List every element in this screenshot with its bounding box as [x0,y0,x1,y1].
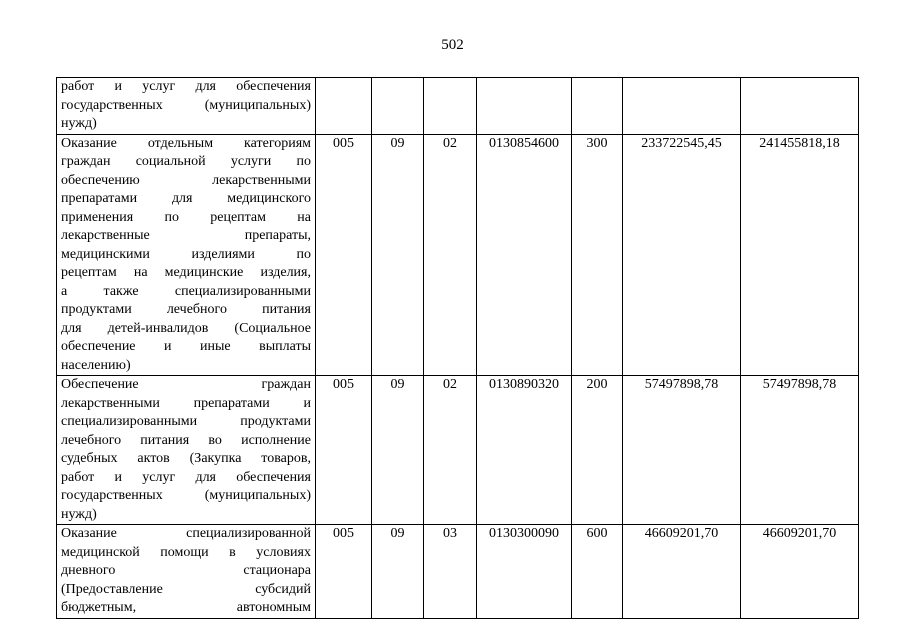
row-description [57,525,316,619]
description-line: нужд) [61,116,97,131]
description-line: Оказание специализированной [61,526,311,541]
target-article-code [477,78,572,135]
page-number: 502 [441,37,464,53]
expense-type-code: 200 [572,376,623,525]
description-line: работ и услуг для обеспечения [61,79,311,94]
amount-year-2: 57497898,78 [741,376,859,525]
subsection-code: 02 [424,134,477,376]
subsection-code: 02 [424,376,477,525]
row-description [57,376,316,525]
expense-type-code [572,78,623,135]
description-line: дневного стационара [61,563,311,578]
subsection-code [424,78,477,135]
row-description [57,78,316,135]
table-row [57,78,859,135]
description-line: медицинскими изделиями по [61,246,311,262]
amount-year-1: 233722545,45 [623,134,741,376]
description-line: Оказание отдельным категориям [61,135,311,151]
description-line: рецептам на медицинские изделия, [61,265,311,280]
description-line: лекарственные препараты, [61,228,311,243]
target-article-code: 0130854600 [477,134,572,376]
budget-table [56,77,859,619]
row-description [57,134,316,376]
description-line: населению) [61,357,131,373]
ministry-code: 005 [316,134,372,376]
description-line: обеспечение и иные выплаты [61,339,311,354]
description-line: государственных (муниципальных) [61,97,311,113]
description-line: Обеспечение граждан [61,377,311,392]
table-row [57,525,859,619]
section-code: 09 [372,376,424,525]
table-row [57,134,859,376]
section-code [372,78,424,135]
amount-year-1: 57497898,78 [623,376,741,525]
ministry-code [316,78,372,135]
description-line: граждан социальной услуги по [61,154,311,169]
amount-year-2 [741,78,859,135]
description-line: лекарственными препаратами и [61,395,311,411]
description-line: применения по рецептам на [61,209,311,225]
ministry-code: 005 [316,376,372,525]
description-line: обеспечению лекарственными [61,172,311,188]
amount-year-2: 46609201,70 [741,525,859,619]
description-line: лечебного питания во исполнение [61,432,311,448]
description-line: бюджетным, автономным [61,600,311,615]
description-line: специализированными продуктами [61,414,311,429]
amount-year-2: 241455818,18 [741,134,859,376]
target-article-code: 0130890320 [477,376,572,525]
description-line: для детей-инвалидов (Социальное [61,320,311,336]
amount-year-1 [623,78,741,135]
table-row [57,376,859,525]
subsection-code: 03 [424,525,477,619]
target-article-code: 0130300090 [477,525,572,619]
expense-type-code: 300 [572,134,623,376]
expense-type-code: 600 [572,525,623,619]
description-line: (Предоставление субсидий [61,581,311,597]
ministry-code: 005 [316,525,372,619]
section-code: 09 [372,525,424,619]
section-code: 09 [372,134,424,376]
description-line: медицинской помощи в условиях [61,544,311,560]
description-line: государственных (муниципальных) [61,488,311,503]
description-line: нужд) [61,506,97,522]
amount-year-1: 46609201,70 [623,525,741,619]
description-line: препаратами для медицинского [61,191,311,206]
description-line: работ и услуг для обеспечения [61,469,311,485]
description-line: а также специализированными [61,283,311,299]
description-line: судебных актов (Закупка товаров, [61,451,311,466]
description-line: продуктами лечебного питания [61,302,311,317]
